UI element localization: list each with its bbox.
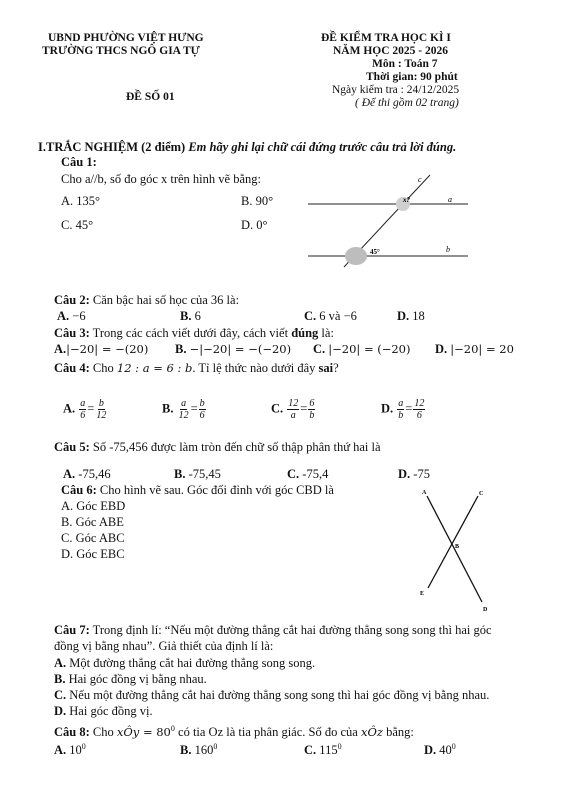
q5-option-b: B. -75,45	[174, 467, 221, 481]
exam-date: Ngày kiểm tra : 24/12/2025	[332, 84, 460, 96]
q4-option-c: C. $\frac{12}{a}$ = $\frac{6}{b}$	[271, 398, 315, 421]
q8-question: Câu 8: Cho xÔy = $80^0$ có tia Oz là tia phân giác. Số đo của xÔz bằng:	[54, 724, 414, 740]
q4-option-d: D. $\frac{a}{b}$ = $\frac{12}{6}$	[381, 398, 425, 421]
q4-label: Câu 4:	[54, 361, 90, 375]
svg-text:E: E	[420, 591, 425, 597]
q5-question: Câu 5: Số -75,456 được làm tròn đến chữ số thập phân thứ hai là	[54, 440, 381, 454]
q6-figure	[410, 484, 490, 616]
q7-option-a: A. Một đường thẳng cắt hai đường thẳng song song.	[54, 656, 316, 670]
q7-option-b: B. Hai góc đồng vị bằng nhau.	[54, 672, 207, 686]
q5-option-c: C. -75,4	[287, 467, 329, 481]
q3-option-b: B. −|−20| = −(−20)	[175, 342, 292, 356]
label-a: a	[448, 195, 452, 204]
school-year: NĂM HỌC 2025 - 2026	[333, 45, 448, 57]
school-name: TRƯỜNG THCS NGÔ GIA TỰ	[42, 45, 200, 57]
q2-option-c: C. 6 và −6	[304, 309, 357, 323]
q3-option-d: D. |−20| = 20	[435, 342, 514, 356]
q2-question	[54, 293, 239, 308]
q4-option-a: A. $\frac{a}{6}$ = $\frac{b}{12}$	[63, 398, 107, 421]
exam-code: ĐỀ SỐ 01	[126, 91, 175, 103]
q2-option-b: B. 6	[180, 309, 201, 323]
q1-label: Câu 1:	[61, 155, 97, 169]
q4-ratio: 12 : a = 6 : b	[116, 361, 193, 375]
q5-option-a: A. -75,46	[63, 467, 111, 481]
q4-option-b: B. $\frac{a}{12}$ = $\frac{b}{6}$	[162, 398, 205, 421]
q3-bold: đúng	[291, 326, 319, 340]
duration: Thời gian: 90 phút	[366, 71, 458, 83]
q7-question: Câu 7: Trong định lí: “Nếu một đường thẳng cắt hai đường thẳng song song thì hai góc	[54, 623, 492, 637]
q8-angle-xoz: xÔz	[360, 725, 383, 740]
q6-option-a: A. Góc EBD	[61, 499, 126, 513]
svg-text:B: B	[455, 544, 460, 550]
section-heading: I.TRẮC NGHIỆM (2 điểm)	[38, 140, 186, 154]
q8-option-a: A. $10^0$	[54, 742, 86, 758]
q4-question: Câu 4: Cho 12 : a = 6 : b. Tỉ lệ thức nào dưới đây sai?	[54, 361, 339, 375]
q7-option-c: C. Nếu một đường thẳng cắt hai đường thẳng song song thì hai góc đồng vị bằng nhau.	[54, 688, 490, 702]
q2-label: Câu 2:	[54, 293, 90, 307]
q6-option-d: D. Góc EBC	[61, 547, 125, 561]
q1-option-b: B. 90°	[241, 194, 274, 208]
svg-text:C: C	[479, 491, 484, 497]
q6-label: Câu 6:	[61, 483, 97, 497]
q6-option-b: B. Góc ABE	[61, 515, 124, 529]
q8-option-b: B. $160^0$	[180, 742, 218, 758]
q3-option-c: C. |−20| = (−20)	[313, 342, 411, 356]
section-instruction: Em hãy ghi lại chữ cái đứng trước câu trả lời đúng.	[188, 140, 457, 154]
label-x: x?	[403, 196, 410, 204]
q7-option-d: D. Hai góc đồng vị.	[54, 704, 153, 718]
q8-option-d: D. $40^0$	[424, 742, 456, 758]
q3-label: Câu 3:	[54, 326, 90, 340]
svg-text:A: A	[422, 490, 427, 496]
q6-question: Câu 6: Cho hình vẽ sau. Góc đối đỉnh với góc CBD là	[61, 483, 334, 497]
line-ce	[428, 496, 478, 588]
q8-angle-xoy: xÔy	[116, 725, 140, 740]
q6-option-c: C. Góc ABC	[61, 531, 125, 545]
svg-text:D: D	[483, 607, 488, 613]
q3-text: Trong các cách viết dưới đây, cách viết	[89, 326, 292, 340]
q3-question	[54, 326, 334, 341]
q1-option-c: C. 45°	[61, 218, 94, 232]
q1-option-a: A. 135°	[61, 194, 101, 208]
label-45: 45°	[370, 248, 380, 256]
page-count: ( Để thi gồm 02 trang)	[355, 97, 459, 109]
q8-label: Câu 8:	[54, 725, 90, 740]
q8-option-c: C. $115^0$	[304, 742, 342, 758]
q3-end: là:	[318, 326, 334, 340]
label-b: b	[446, 245, 450, 254]
q7-label: Câu 7:	[54, 623, 90, 637]
q3-option-a: A.|−20| = −(20)	[54, 342, 149, 356]
label-c: c	[418, 175, 422, 184]
subject: Môn : Toán 7	[372, 58, 438, 70]
q5-option-d: D. -75	[398, 467, 430, 481]
school-district: UBND PHƯỜNG VIỆT HƯNG	[48, 32, 204, 44]
q5-label: Câu 5:	[54, 440, 90, 454]
q1-option-d: D. 0°	[241, 218, 268, 232]
q1-figure	[300, 170, 470, 270]
section-title	[38, 140, 456, 155]
q1-text: Cho a//b, số đo góc x trên hình vẽ bằng:	[61, 172, 261, 186]
angle-45-mark	[345, 247, 367, 265]
exam-title: ĐỀ KIỂM TRA HỌC KÌ I	[321, 32, 451, 44]
q2-option-d: D. 18	[397, 309, 425, 323]
q2-text: Căn bậc hai số học của 36 là:	[89, 293, 240, 307]
q2-option-a: A. −6	[57, 309, 86, 323]
q7-question-cont: đồng vị bằng nhau”. Giả thiết của định lí là:	[54, 639, 274, 653]
